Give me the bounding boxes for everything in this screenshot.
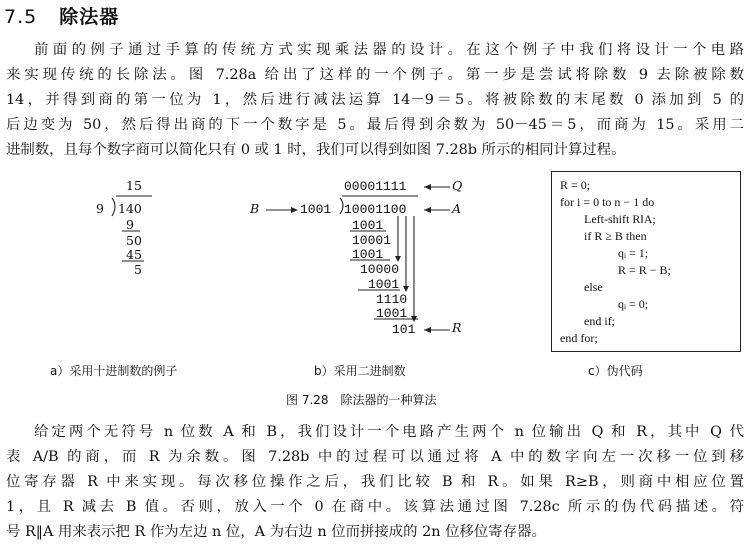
division-bracket <box>340 198 343 214</box>
paragraph-intro <box>6 38 744 163</box>
pseudocode-line: for i = 0 to n − 1 do <box>560 195 655 209</box>
decimal-step: 45 <box>126 247 142 262</box>
binary-dividend: 10001100 <box>344 202 407 217</box>
pseudocode-line: R = 0; <box>560 178 591 192</box>
arrow-q-head <box>424 184 431 190</box>
section-title: 除法器 <box>59 6 120 28</box>
subcaption-c: c）伪代码 <box>588 364 643 378</box>
arrow-b-head <box>291 207 298 213</box>
decimal-division-lines <box>100 190 160 270</box>
decimal-divisor: 9 <box>96 201 104 216</box>
pseudocode-line: if R ≥ B then <box>584 229 647 243</box>
binary-step: 1001 <box>368 277 400 292</box>
text-line: 位寄存器 R 中来实现。每次移位操作之后，我们比较 B 和 R。如果 R≥B，则商中相应位置 <box>6 474 744 490</box>
binary-step: 10000 <box>360 262 400 277</box>
pseudocode-line: end for; <box>560 331 598 345</box>
pseudocode-line: qᵢ = 0; <box>618 297 649 311</box>
text-line: 给定两个无符号 n 位数 A 和 B，我们设计一个电路产生两个 n 位输出 Q 和 R，其中 Q 代 <box>34 424 744 440</box>
pseudocode-line: end if; <box>584 314 615 328</box>
arrow-r-head <box>424 327 431 333</box>
pseudocode-line: Left-shift R‖A; <box>584 212 656 226</box>
binary-step: 1110 <box>376 292 408 307</box>
decimal-step: 50 <box>126 233 142 248</box>
label-a: A <box>452 201 462 216</box>
section-heading <box>4 2 119 29</box>
subcaption-b: b）采用二进制数 <box>314 364 406 378</box>
binary-step: 1001 <box>352 218 384 233</box>
binary-division-lines <box>262 176 452 342</box>
division-bracket <box>112 198 115 216</box>
text-line: 号 R‖A 用来表示把 R 作为左边 n 位，A 为右边 n 位而拼接成的 2n 位移位寄存器。 <box>6 524 546 540</box>
subcaption-a: a）采用十进制数的例子 <box>50 364 178 378</box>
bring-down-head <box>395 256 401 262</box>
text-line: 来实现传统的长除法。图 7.28a 给出了这样的一个例子。第一步是尝试将除数 9 去除被除数 <box>6 67 744 83</box>
text-line: 表 A/B 的商，而 R 为余数。图 7.28b 中的过程可以通过将 A 中的数字向左一次移一位到移 <box>6 449 744 465</box>
pseudocode-line: else <box>584 280 603 294</box>
pseudocode-line: R = R − B; <box>618 263 671 277</box>
binary-step: 1001 <box>376 306 408 321</box>
binary-step: 101 <box>392 322 416 337</box>
text-line: 14，并得到商的第一位为 1，然后进行减法运算 14－9＝5。将被除数的末尾数 0 添加到 5 的 <box>6 92 744 108</box>
label-b: B <box>250 201 260 216</box>
bring-down-head <box>403 286 409 292</box>
decimal-quotient: 15 <box>126 178 142 193</box>
text-line: 1，且 R 减去 B 值。否则，放入一个 0 在商中。该算法通过图 7.28c 所示的伪代码描述。符 <box>6 499 744 515</box>
section-number: 7.5 <box>4 6 38 28</box>
decimal-step: 9 <box>126 217 134 232</box>
decimal-step: 5 <box>134 262 142 277</box>
decimal-dividend: 140 <box>118 201 142 216</box>
binary-step: 10001 <box>352 233 392 248</box>
label-r: R <box>452 320 462 335</box>
binary-quotient: 00001111 <box>344 179 407 194</box>
paragraph-design <box>6 420 744 545</box>
figure-caption: 图 7.28 除法器的一种算法 <box>286 393 437 407</box>
pseudocode-line: qᵢ = 1; <box>618 246 649 260</box>
text-line: 进制数，且每个数字商可以简化只有 0 或 1 时，我们可以得到如图 7.28b 所示的相同计算过程。 <box>6 142 626 158</box>
label-q: Q <box>452 178 463 193</box>
binary-divisor: 1001 <box>300 202 332 217</box>
arrow-a-head <box>424 207 431 213</box>
pseudocode-box <box>551 171 741 352</box>
text-line: 后边变为 50，然后得出商的下一个数字是 5。最后得到余数为 50－45＝5，而商为 15。采用二 <box>6 117 744 133</box>
binary-step: 1001 <box>352 247 384 262</box>
text-line: 前面的例子通过手算的传统方式实现乘法器的设计。在这个例子中我们将设计一个电路 <box>34 42 744 58</box>
